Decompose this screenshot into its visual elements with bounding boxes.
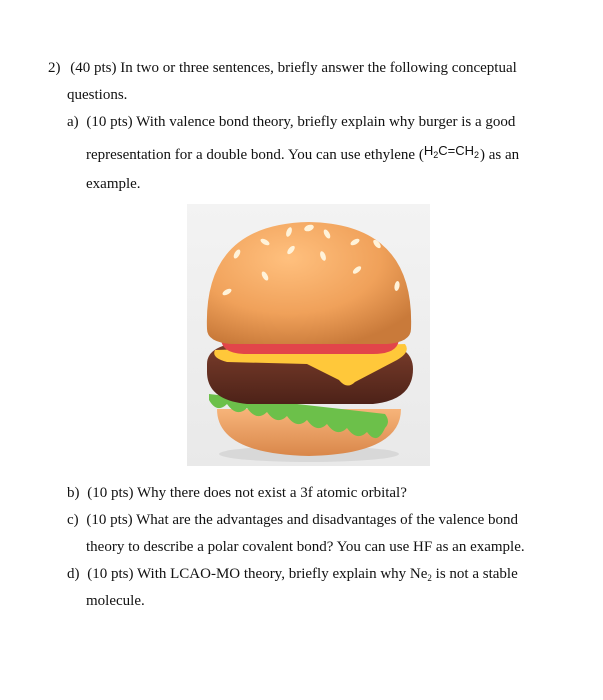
part-a-text-3: ) as an bbox=[480, 147, 520, 163]
part-a-label: a) bbox=[67, 114, 79, 130]
part-d-text-2: is not a stable bbox=[431, 566, 518, 582]
part-c-line2: theory to describe a polar covalent bond? You can use HF as an example. bbox=[86, 539, 525, 555]
formula-sub1: 2 bbox=[433, 150, 439, 160]
part-d-label: d) bbox=[67, 566, 80, 582]
part-b-label: b) bbox=[67, 485, 80, 501]
part-d-line2: molecule. bbox=[86, 593, 145, 609]
hamburger-image bbox=[187, 204, 430, 466]
question-intro: (40 pts) In two or three sentences, briefly answer the following conceptual bbox=[70, 60, 517, 76]
part-d-line1 bbox=[67, 565, 518, 583]
part-c-line1 bbox=[67, 511, 518, 529]
part-a-line1 bbox=[67, 113, 515, 131]
part-c-label: c) bbox=[67, 512, 79, 528]
part-c-text: (10 pts) What are the advantages and disadvantages of the valence bond bbox=[86, 512, 519, 528]
question-intro-cont: questions. bbox=[67, 87, 128, 103]
part-a-text-2: representation for a double bond. You can use ethylene ( bbox=[86, 147, 424, 163]
part-b-line1 bbox=[67, 484, 407, 502]
question-header bbox=[48, 59, 517, 77]
part-b-text: (10 pts) Why there does not exist a 3f atomic orbital? bbox=[87, 485, 407, 501]
part-a-text: (10 pts) With valence bond theory, briefly explain why burger is a good bbox=[86, 114, 516, 130]
part-d-text: (10 pts) With LCAO-MO theory, briefly explain why Ne bbox=[87, 566, 428, 582]
ne-subscript: 2 bbox=[427, 573, 432, 583]
question-number: 2) bbox=[48, 60, 61, 76]
formula-sub2: 2 bbox=[474, 150, 480, 160]
part-a-line3: example. bbox=[86, 176, 141, 192]
part-a-line2 bbox=[86, 143, 520, 164]
ethylene-formula bbox=[424, 143, 479, 158]
top-bun bbox=[207, 222, 411, 344]
formula-h: H bbox=[423, 143, 434, 158]
formula-mid: C=CH bbox=[438, 143, 474, 158]
hamburger-icon bbox=[187, 204, 430, 466]
